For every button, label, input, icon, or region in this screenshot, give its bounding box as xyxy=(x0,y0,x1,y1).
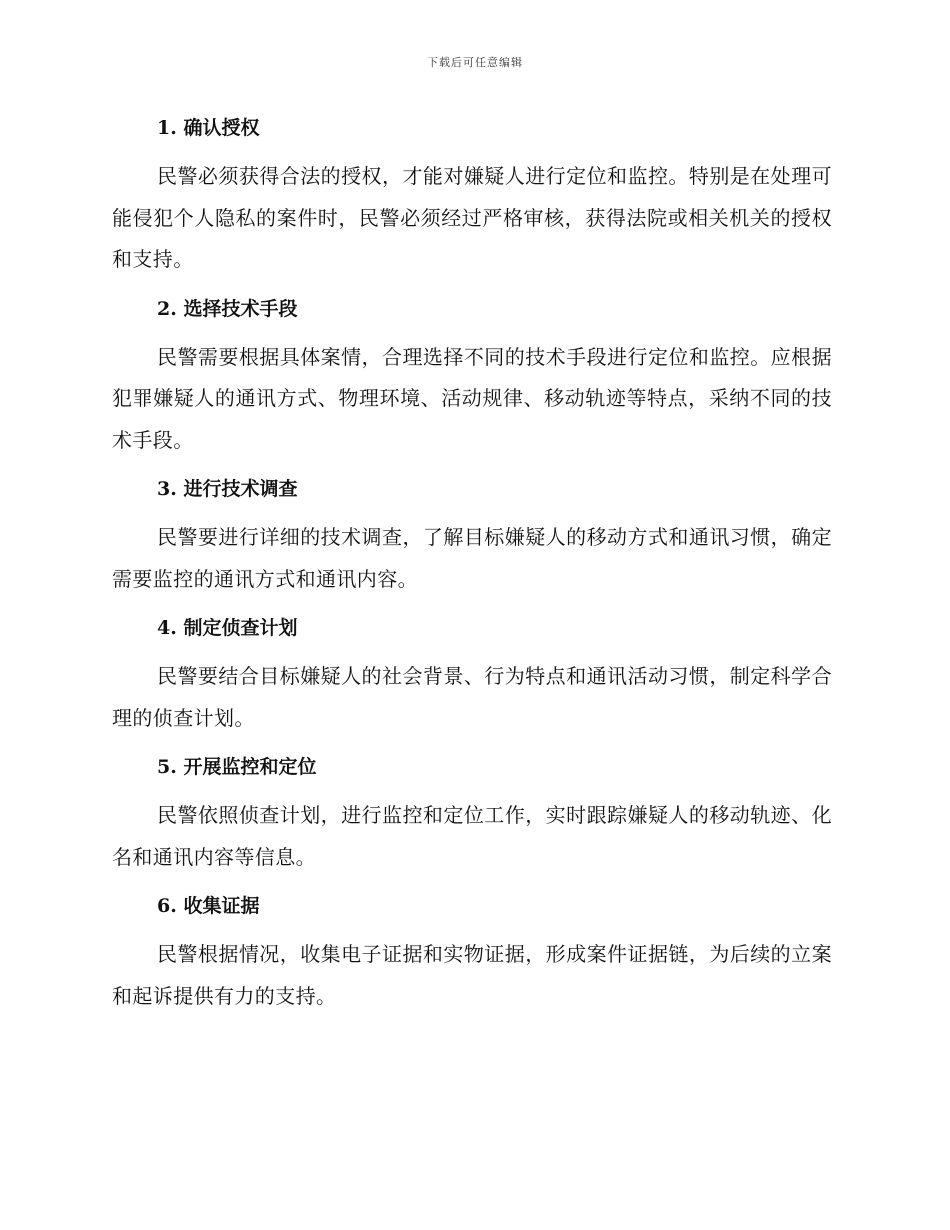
section-heading: 2. 选择技术手段 xyxy=(157,297,298,320)
section-paragraph: 民警要进行详细的技术调查，了解目标嫌疑人的移动方式和通讯习惯，确定需要监控的通讯方式和通讯内容。 xyxy=(112,525,832,591)
section-heading: 4. 制定侦查计划 xyxy=(157,617,298,639)
section-monitoring-locating xyxy=(112,747,832,878)
section-paragraph: 民警需要根据具体案情，合理选择不同的技术手段进行定位和监控。应根据犯罪嫌疑人的通讯方式、物理环境、活动规律、移动轨迹等特点，采纳不同的技术手段。 xyxy=(112,344,832,452)
section-heading: 1. 确认授权 xyxy=(157,117,260,139)
section-technical-investigation xyxy=(112,469,832,600)
section-heading: 3. 进行技术调查 xyxy=(157,478,298,500)
section-collect-evidence xyxy=(112,886,832,1017)
section-investigation-plan xyxy=(112,608,832,739)
section-choose-technique xyxy=(112,289,832,462)
section-paragraph: 民警要结合目标嫌疑人的社会背景、行为特点和通讯活动习惯，制定科学合理的侦查计划。 xyxy=(112,664,832,730)
document-content xyxy=(112,108,832,1025)
page-header: 下载后可任意编辑 xyxy=(427,56,523,69)
section-paragraph: 民警根据情况，收集电子证据和实物证据，形成案件证据链，为后续的立案和起诉提供有力的支持。 xyxy=(112,942,832,1008)
section-confirm-authorization xyxy=(112,108,832,281)
section-paragraph: 民警依照侦查计划，进行监控和定位工作，实时跟踪嫌疑人的移动轨迹、化名和通讯内容等信息。 xyxy=(112,803,832,869)
section-paragraph: 民警必须获得合法的授权，才能对嫌疑人进行定位和监控。特别是在处理可能侵犯个人隐私的案件时，民警必须经过严格审核，获得法院或相关机关的授权和支持。 xyxy=(112,164,832,271)
section-heading: 6. 收集证据 xyxy=(157,895,260,917)
section-heading: 5. 开展监控和定位 xyxy=(157,756,317,778)
